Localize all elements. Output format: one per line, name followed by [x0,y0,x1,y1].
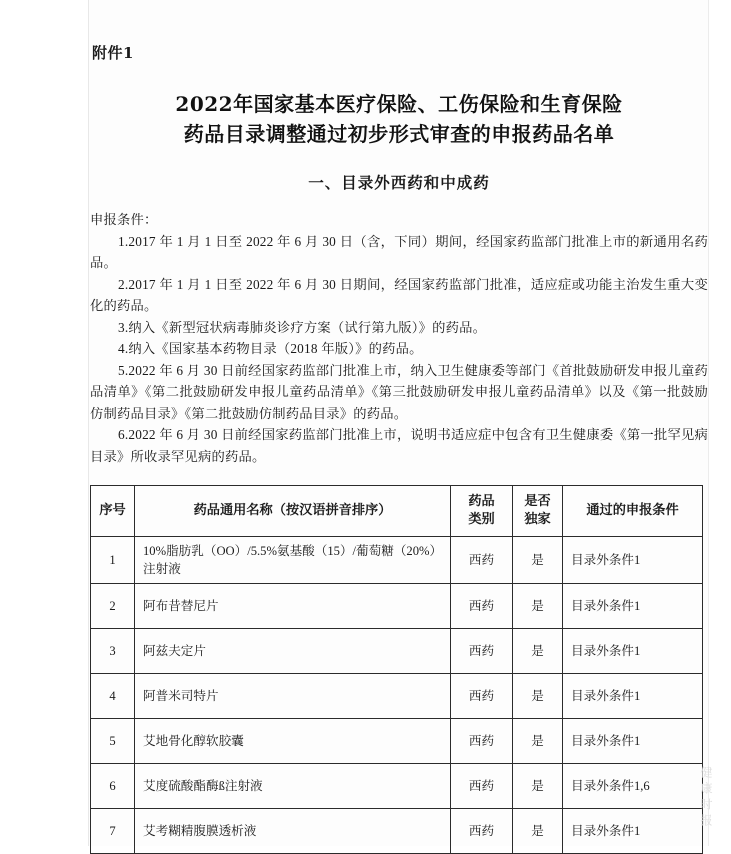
page-left-margin [0,0,89,846]
cell-condition: 目录外条件1 [563,537,703,584]
cell-exclusive: 是 [513,764,563,809]
cell-exclusive: 是 [513,674,563,719]
condition-item-1: 1.2017 年 1 月 1 日至 2022 年 6 月 30 日（含，下同）期间，经国家药监部门批准上市的新通用名药品。 [90,233,708,270]
page-title [90,89,708,149]
cell-condition: 目录外条件1 [563,719,703,764]
drug-list-table [90,485,703,854]
column-header-index: 序号 [91,486,135,537]
column-header-condition: 通过的申报条件 [563,486,703,537]
table-row [91,809,703,854]
condition-item-2: 2.2017 年 1 月 1 日至 2022 年 6 月 30 日期间，经国家药监部门批准，适应症或功能主治发生重大变化的药品。 [90,276,708,313]
cell-category: 西药 [451,809,513,854]
column-header-category-line1: 药品 [468,494,495,509]
cell-index: 5 [91,719,135,764]
table-row [91,719,703,764]
cell-name: 阿兹夫定片 [135,629,451,674]
cell-exclusive: 是 [513,584,563,629]
cell-name: 10%脂肪乳（OO）/5.5%氨基酸（15）/葡萄糖（20%）注射液 [135,537,451,584]
cell-index: 6 [91,764,135,809]
cell-exclusive: 是 [513,537,563,584]
cell-name: 艾度硫酸酯酶ß注射液 [135,764,451,809]
table-row [91,584,703,629]
cell-condition: 目录外条件1 [563,809,703,854]
cell-condition: 目录外条件1 [563,674,703,719]
cell-index: 4 [91,674,135,719]
column-header-exclusive-line2: 独家 [524,512,551,527]
condition-item-3: 3.纳入《新型冠状病毒肺炎诊疗方案（试行第九版）》的药品。 [118,319,487,335]
cell-category: 西药 [451,674,513,719]
cell-category: 西药 [451,584,513,629]
conditions-block [90,209,708,467]
cell-category: 西药 [451,719,513,764]
attachment-label: 附件1 [92,44,134,62]
condition-item-6: 6.2022 年 6 月 30 日前经国家药监部门批准上市，说明书适应症中包含有卫生健康委《第一批罕见病目录》所收录罕见病的药品。 [90,427,708,464]
page-title-line2: 药品目录调整通过初步形式审查的申报药品名单 [183,122,615,146]
cell-condition: 目录外条件1 [563,584,703,629]
condition-item-5: 5.2022 年 6 月 30 日前经国家药监部门批准上市，纳入卫生健康委等部门《首批鼓励研发申报儿童药品清单》《第二批鼓励研发申报儿童药品清单》《第三批鼓励研发申报儿童药品清单》以及《第一批鼓励仿制药品目录》《第二批鼓励仿制药品目录》的药品。 [90,362,708,421]
condition-item-4: 4.纳入《国家基本药物目录（2018 年版）》的药品。 [118,341,423,356]
column-header-exclusive-line1: 是否 [524,494,551,509]
conditions-label: 申报条件： [90,212,158,227]
column-header-category-line2: 类别 [468,512,495,527]
table-row [91,629,703,674]
cell-name: 艾地骨化醇软胶囊 [135,719,451,764]
cell-exclusive: 是 [513,629,563,674]
cell-name: 阿布昔替尼片 [135,584,451,629]
table-row [91,764,703,809]
page-title-line1: 2022年国家基本医疗保险、工伤保险和生育保险 [175,92,623,116]
cell-category: 西药 [451,764,513,809]
column-header-exclusive [513,486,563,537]
table-header-row [91,486,703,537]
column-header-category [451,486,513,537]
cell-index: 3 [91,629,135,674]
document-content [90,0,708,846]
cell-exclusive: 是 [513,719,563,764]
table-row [91,674,703,719]
cell-name: 阿普米司特片 [135,674,451,719]
cell-index: 7 [91,809,135,854]
cell-name: 艾考糊精腹膜透析液 [135,809,451,854]
cell-category: 西药 [451,537,513,584]
table-row [91,537,703,584]
cell-exclusive: 是 [513,809,563,854]
cell-index: 2 [91,584,135,629]
column-header-name: 药品通用名称（按汉语拼音排序） [135,486,451,537]
cell-condition: 目录外条件1,6 [563,764,703,809]
cell-condition: 目录外条件1 [563,629,703,674]
page-right-margin [708,0,731,846]
watermark-text: 健康时报 [699,766,713,830]
cell-index: 1 [91,537,135,584]
section-heading: 一、目录外西药和中成药 [308,173,490,192]
cell-category: 西药 [451,629,513,674]
